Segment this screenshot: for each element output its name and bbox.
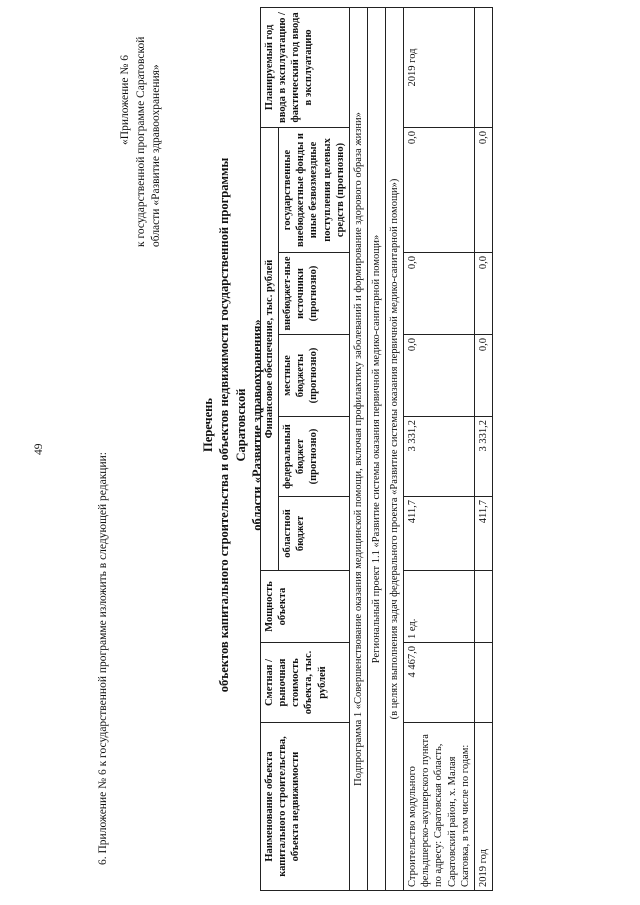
object-capacity	[474, 571, 492, 643]
appendix-line: к государственной программе Саратовской	[134, 36, 147, 247]
col-header-year: Планируемый год ввода в эксплуатацию / фактический год ввода в эксплуатацию	[261, 7, 350, 127]
col-header-regional: областной бюджет	[279, 497, 350, 571]
year-label: 2019 год	[474, 723, 492, 891]
table-row	[404, 7, 475, 890]
local-budget: 0,0	[474, 335, 492, 417]
section-row	[367, 7, 385, 890]
col-header-state-funds: государственные внебюджетные фонды и иные безвозмездные поступления целевых средств (прогнозно)	[279, 127, 350, 252]
local-budget: 0,0	[404, 335, 475, 417]
heading-line: объектов капитального строительства и объектов недвижимости государственной программы Саратовской	[217, 157, 248, 693]
appendix-title: «Приложение № 6	[119, 55, 131, 145]
federal-budget: 3 331,2	[474, 417, 492, 497]
extrabudget-sources: 0,0	[404, 253, 475, 335]
object-cost	[474, 643, 492, 723]
regional-budget: 411,7	[404, 497, 475, 571]
commission-year: 2019 год	[404, 7, 475, 127]
subprogram-title: Подпрограмма 1 «Совершенствование оказания медицинской помощи, включая профилактику заболеваний и формирование здорового образа жизни»	[349, 7, 367, 890]
col-header-federal: федеральный бюджет (прогнозно)	[279, 417, 350, 497]
state-funds: 0,0	[404, 127, 475, 252]
regional-budget: 411,7	[474, 497, 492, 571]
federal-project-note: (в целях выполнения задач федерального проекта «Развитие системы оказания первичной медико-санитарной помощи»)	[386, 7, 404, 890]
intro-text: 6. Приложение № 6 к государственной программе изложить в следующей редакции:	[97, 452, 109, 865]
document-heading	[200, 145, 265, 705]
objects-table	[260, 7, 493, 891]
page-number: 49	[33, 443, 45, 455]
heading-line: области «Развитие здравоохранения»	[249, 319, 264, 531]
object-capacity: 1 ед.	[404, 571, 475, 643]
appendix-block	[118, 36, 165, 247]
col-header-local: местные бюджеты (прогнозно)	[279, 335, 350, 417]
appendix-line: области «Развитие здравоохранения»	[150, 64, 163, 247]
regional-project-title: Региональный проект 1.1 «Развитие системы оказания первичной медико-санитарной помощи»	[367, 7, 385, 890]
object-cost: 4 467,0	[404, 643, 475, 723]
col-header-cost: Сметная / рыночная стоимость объекта, тыс. рублей	[261, 643, 350, 723]
state-funds: 0,0	[474, 127, 492, 252]
extrabudget-sources: 0,0	[474, 253, 492, 335]
object-name: Строительство модульного фельдшерско-акушерского пункта по адресу: Саратовская область, Саратовский район, х. Малая Скатовка, в том числе по годам:	[404, 723, 475, 891]
table-row	[474, 7, 492, 890]
federal-budget: 3 331,2	[404, 417, 475, 497]
header-row	[261, 7, 279, 890]
col-header-capacity: Мощность объекта	[261, 571, 350, 643]
col-header-finance: Финансовое обеспечение, тыс. рублей	[261, 127, 279, 570]
col-header-name: Наименование объекта капитального строительства, объекта недвижимости	[261, 723, 350, 891]
commission-year	[474, 7, 492, 127]
section-row	[349, 7, 367, 890]
heading-title: Перечень	[201, 398, 215, 452]
section-row	[386, 7, 404, 890]
col-header-extrabudget: внебюджет-ные источники (прогнозно)	[279, 253, 350, 335]
